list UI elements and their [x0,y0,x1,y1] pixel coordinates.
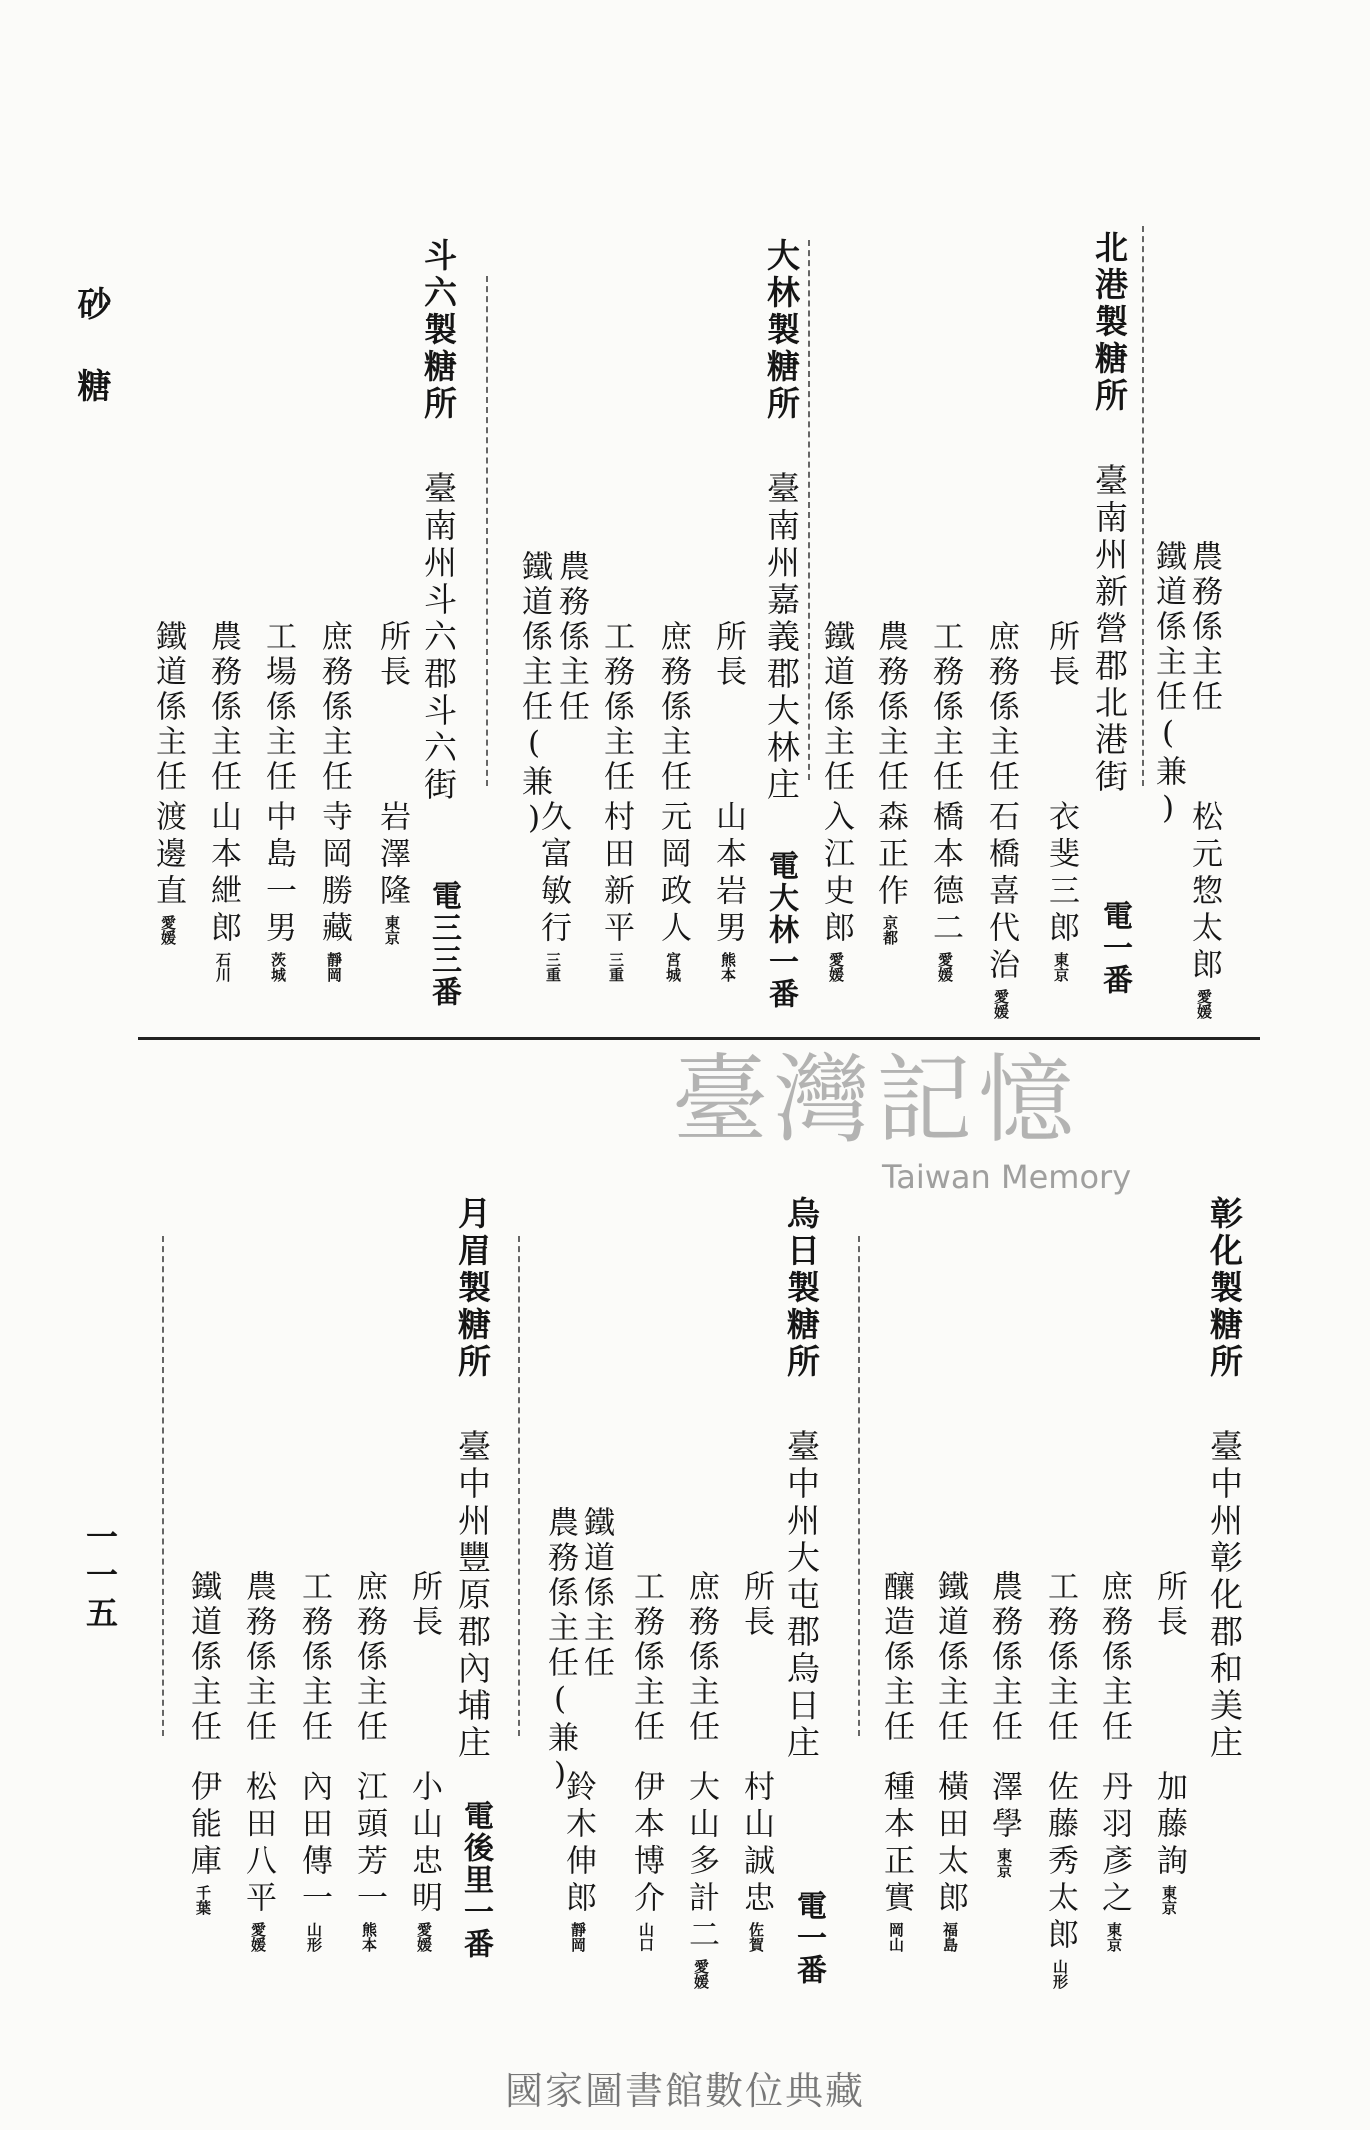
wuri-person-1: 大山多計二愛媛 [683,1770,719,1989]
changhua-role-5: 釀造係主任 [878,1570,914,1745]
wuri-person-3: 鈴木伸郎靜岡 [560,1770,596,1952]
beigang-person-1: 石橋喜代治愛媛 [983,800,1019,1019]
dalin-person-1: 元岡政人宮城 [655,800,691,982]
dalin-name: 大林製糖所 [762,238,801,423]
yuemei-mill-header [453,1196,492,1762]
archive-footer: 國家圖書館數位典藏 [504,2069,865,2113]
changhua-role-0: 所長 [1151,1570,1187,1640]
yuemei-person-0: 小山忠明愛媛 [406,1770,442,1952]
yuemei-role-2: 工務係主任 [296,1570,332,1745]
divider [486,276,488,786]
dalin-mill-header [762,238,801,804]
beigang-mill-header [1090,230,1129,796]
douliu-mill-header [419,238,458,804]
changhua-person-3: 澤學東京 [986,1770,1022,1878]
changhua-name: 彰化製糖所 [1205,1196,1244,1381]
dalin-person-3: 久富敏行三重 [535,800,571,982]
divider [1142,226,1144,786]
changhua-mill-header [1205,1196,1244,1762]
douliu-person-0: 岩澤隆東京 [374,800,410,945]
divider [518,1236,520,1736]
dalin-role-2: 工務係主任 [598,620,634,795]
beigang-address: 臺南州新營郡北港街 [1090,463,1129,796]
yuemei-person-1: 江頭芳一熊本 [351,1770,387,1952]
beigang-person-3: 森正作京都 [872,800,908,945]
changhua-role-3: 農務係主任 [986,1570,1022,1745]
dalin-role-0: 所長 [710,620,746,690]
beigang-carry-role-0: 農務係主任 [1186,540,1222,715]
douliu-name: 斗六製糖所 [419,238,458,423]
section-rule [138,1037,1260,1040]
douliu-role-3: 農務係主任 [205,620,241,795]
yuemei-person-3: 松田八平愛媛 [240,1770,276,1952]
douliu-role-4: 鐵道係主任 [150,620,186,795]
dalin-role-3: 農務係主任 [553,550,589,725]
yuemei-phone: 電後里一番 [458,1800,493,1960]
beigang-role-4: 鐵道係主任 [818,620,854,795]
wuri-role-1: 庶務係主任 [683,1570,719,1745]
wuri-name: 烏日製糖所 [782,1196,821,1381]
douliu-person-4: 渡邊直愛媛 [150,800,186,945]
douliu-address: 臺南州斗六郡斗六街 [419,471,458,804]
beigang-name: 北港製糖所 [1090,230,1129,415]
yuemei-role-4: 鐵道係主任 [185,1570,221,1745]
yuemei-person-2: 內田傳一山形 [296,1770,332,1952]
wuri-person-0: 村山誠忠佐賀 [738,1770,774,1952]
changhua-role-1: 庶務係主任 [1096,1570,1132,1745]
yuemei-role-3: 農務係主任 [240,1570,276,1745]
douliu-role-0: 所長 [374,620,410,690]
yuemei-role-1: 庶務係主任 [351,1570,387,1745]
yuemei-role-0: 所長 [406,1570,442,1640]
changhua-role-4: 鐵道係主任 [932,1570,968,1745]
wuri-role-4: 農務係主任(兼) [542,1506,578,1796]
beigang-person-0: 衣斐三郎東京 [1043,800,1079,982]
douliu-person-3: 山本紲郎石川 [205,800,241,982]
beigang-role-3: 農務係主任 [872,620,908,795]
beigang-carry-pref-0: 愛媛 [1195,989,1213,1019]
beigang-role-1: 庶務係主任 [983,620,1019,795]
dalin-person-0: 山本岩男熊本 [710,800,746,982]
wuri-role-3: 鐵道係主任 [578,1506,614,1681]
changhua-person-5: 種本正實岡山 [878,1770,914,1952]
dalin-person-2: 村田新平三重 [598,800,634,982]
dalin-address: 臺南州嘉義郡大林庄 [762,471,801,804]
changhua-person-0: 加藤詢東京 [1151,1770,1187,1915]
page-number: 一一五 [81,1520,119,1634]
side-label: 砂糖 [71,286,111,450]
changhua-address: 臺中州彰化郡和美庄 [1205,1429,1244,1762]
beigang-phone: 電一番 [1097,900,1132,996]
wuri-phone: 電一番 [791,1890,826,1986]
yuemei-name: 月眉製糖所 [453,1196,492,1381]
yuemei-address: 臺中州豐原郡內埔庄 [453,1429,492,1762]
douliu-person-1: 寺岡勝藏靜岡 [316,800,352,982]
wuri-address: 臺中州大屯郡烏日庄 [782,1429,821,1762]
watermark-logo: 臺灣記憶 [672,1044,1080,1156]
changhua-role-2: 工務係主任 [1042,1570,1078,1745]
changhua-person-1: 丹羽彥之東京 [1096,1770,1132,1952]
beigang-person-2: 橋本德二愛媛 [927,800,963,982]
wuri-role-0: 所長 [738,1570,774,1640]
douliu-person-2: 中島一男茨城 [260,800,296,982]
dalin-phone: 電大林一番 [763,850,798,1010]
divider [858,1236,860,1736]
dalin-role-1: 庶務係主任 [655,620,691,795]
divider [808,240,810,780]
changhua-person-2: 佐藤秀太郎山形 [1042,1770,1078,1989]
douliu-role-1: 庶務係主任 [316,620,352,795]
beigang-carry-name-0: 松元惣太郎愛媛 [1186,800,1222,1019]
divider [162,1236,164,1736]
douliu-phone: 電三三番 [426,880,461,1008]
beigang-person-4: 入江史郎愛媛 [818,800,854,982]
beigang-carry-role-1: 鐵道係主任(兼) [1150,540,1186,830]
yuemei-person-4: 伊能庫千葉 [185,1770,221,1915]
wuri-mill-header [782,1196,821,1762]
beigang-role-2: 工務係主任 [927,620,963,795]
douliu-role-2: 工場係主任 [260,620,296,795]
wuri-role-2: 工務係主任 [628,1570,664,1745]
wuri-person-2: 伊本博介山口 [628,1770,664,1952]
watermark-text: Taiwan Memory [882,1158,1132,1196]
changhua-person-4: 橫田太郎福島 [932,1770,968,1952]
beigang-role-0: 所長 [1043,620,1079,690]
dalin-role-4: 鐵道係主任(兼) [516,550,552,840]
